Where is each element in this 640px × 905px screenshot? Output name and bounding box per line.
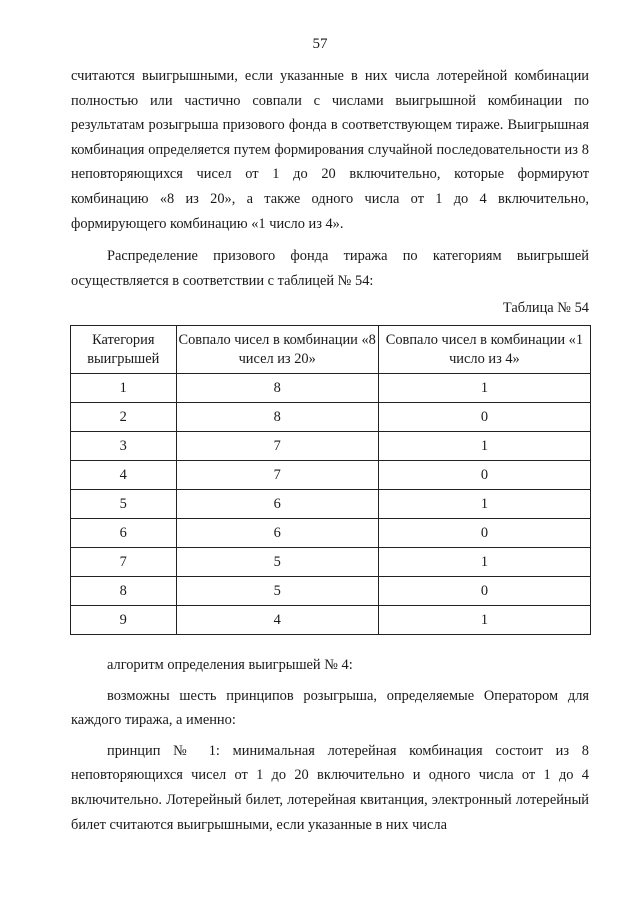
table-row <box>71 490 591 519</box>
table-header-row <box>71 326 591 374</box>
table-row <box>71 548 591 577</box>
table-row <box>71 519 591 548</box>
table-row <box>71 606 591 635</box>
prize-distribution-table <box>70 325 591 635</box>
header-matches-1-of-4: Совпало чисел в комбинации «1 число из 4» <box>378 326 590 374</box>
cell-category: 3 <box>71 432 177 461</box>
cell-category: 2 <box>71 403 177 432</box>
cell-matches-1-of-4: 0 <box>378 519 590 548</box>
table-row <box>71 461 591 490</box>
cell-matches-8-of-20: 7 <box>176 461 378 490</box>
cell-category: 8 <box>71 577 177 606</box>
outro-text <box>71 653 589 837</box>
cell-matches-8-of-20: 6 <box>176 490 378 519</box>
outro-paragraph-1: алгоритм определения выигрышей № 4: <box>107 657 353 673</box>
cell-matches-1-of-4: 0 <box>378 403 590 432</box>
intro-paragraph-1: считаются выигрышными, если указанные в них числа лотерейной комбинации полностью или частично совпали с числами выигрышной комбинации по результатам розыгрыша призового фонда в соответствующем тираже. Выигрышная комбинация определяется путем формирования случайной последовательности из 8 неповторяющихся чисел от 1 до 20 включительно, которые формируют комбинацию «8 из 20», а также одного числа от 1 до 4 включительно, формирующего комбинацию «1 число из 4». <box>71 68 589 232</box>
cell-category: 7 <box>71 548 177 577</box>
intro-paragraph-2: Распределение призового фонда тиража по категориям выигрышей осуществляется в соответствии с таблицей № 54: <box>71 248 589 289</box>
cell-matches-8-of-20: 8 <box>176 403 378 432</box>
cell-matches-1-of-4: 1 <box>378 374 590 403</box>
cell-category: 5 <box>71 490 177 519</box>
cell-matches-1-of-4: 0 <box>378 461 590 490</box>
cell-matches-8-of-20: 8 <box>176 374 378 403</box>
cell-category: 1 <box>71 374 177 403</box>
cell-matches-8-of-20: 6 <box>176 519 378 548</box>
outro-paragraph-3: принцип № 1: минимальная лотерейная комбинация состоит из 8 неповторяющихся чисел от 1 до 20 включительно и одного числа от 1 до 4 включительно. Лотерейный билет, лотерейная квитанция, электронный лотерейный билет считаются выигрышными, если указанные в них числа <box>71 742 589 833</box>
cell-category: 4 <box>71 461 177 490</box>
intro-text <box>71 64 589 293</box>
cell-matches-8-of-20: 5 <box>176 548 378 577</box>
header-matches-8-of-20: Совпало чисел в комбинации «8 чисел из 20» <box>176 326 378 374</box>
table-row <box>71 374 591 403</box>
header-category: Категория выигрышей <box>71 326 177 374</box>
cell-matches-1-of-4: 0 <box>378 577 590 606</box>
table-row <box>71 577 591 606</box>
cell-matches-8-of-20: 7 <box>176 432 378 461</box>
cell-matches-8-of-20: 5 <box>176 577 378 606</box>
table-row <box>71 432 591 461</box>
cell-matches-1-of-4: 1 <box>378 490 590 519</box>
cell-category: 9 <box>71 606 177 635</box>
table-row <box>71 403 591 432</box>
table-caption: Таблица № 54 <box>502 300 589 316</box>
cell-category: 6 <box>71 519 177 548</box>
cell-matches-1-of-4: 1 <box>378 548 590 577</box>
cell-matches-1-of-4: 1 <box>378 606 590 635</box>
page-number: 57 <box>312 36 328 52</box>
cell-matches-1-of-4: 1 <box>378 432 590 461</box>
cell-matches-8-of-20: 4 <box>176 606 378 635</box>
outro-paragraph-2: возможны шесть принципов розыгрыша, определяемые Оператором для каждого тиража, а именно: <box>71 687 589 729</box>
